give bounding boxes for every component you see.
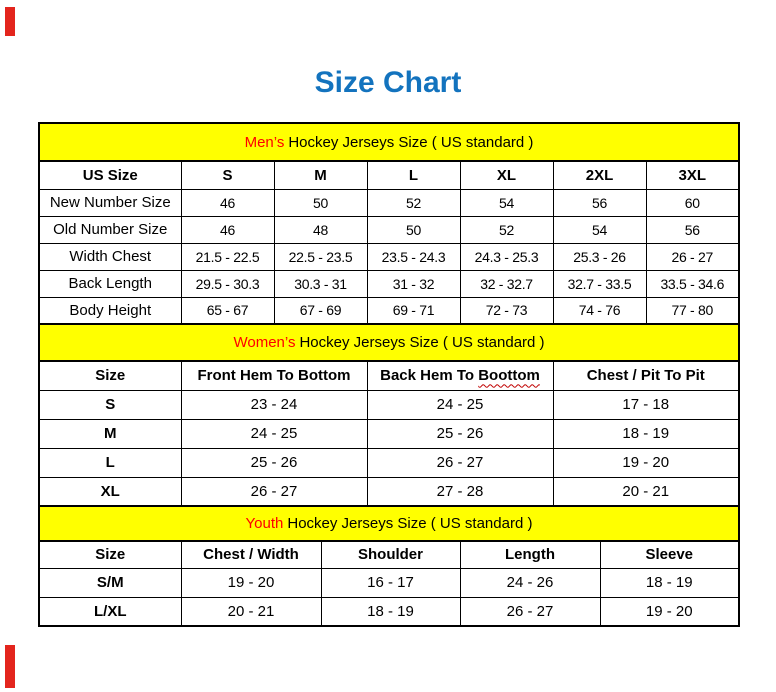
- youth-band-highlight: Youth: [245, 515, 284, 532]
- size-cell: 69 - 71: [367, 297, 460, 324]
- size-cell: 54: [553, 216, 646, 243]
- table-row: [39, 477, 739, 506]
- size-cell: 48: [274, 216, 367, 243]
- size-cell: 46: [181, 189, 274, 216]
- size-cell: 24 - 26: [460, 568, 600, 597]
- size-cell: 50: [367, 216, 460, 243]
- size-cell: 56: [646, 216, 739, 243]
- row-label: S/M: [39, 568, 181, 597]
- size-cell: 32 - 32.7: [460, 270, 553, 297]
- size-cell: 54: [460, 189, 553, 216]
- youth-size-table: [38, 505, 740, 627]
- size-cell: 20 - 21: [181, 597, 321, 626]
- column-header: Shoulder: [321, 541, 460, 568]
- size-cell: 33.5 - 34.6: [646, 270, 739, 297]
- size-cell: 23.5 - 24.3: [367, 243, 460, 270]
- red-edge-marker-bottom: [5, 645, 15, 688]
- table-row: [39, 216, 739, 243]
- row-label: New Number Size: [39, 189, 181, 216]
- size-cell: 18 - 19: [321, 597, 460, 626]
- column-header: XL: [460, 161, 553, 189]
- table-row: [39, 243, 739, 270]
- womens-band-title: [39, 324, 739, 361]
- size-cell: 26 - 27: [367, 448, 553, 477]
- youth-band-rest: Hockey Jerseys Size ( US standard ): [287, 515, 533, 532]
- size-cell: 24.3 - 25.3: [460, 243, 553, 270]
- column-header: L: [367, 161, 460, 189]
- row-label: Old Number Size: [39, 216, 181, 243]
- column-header: S: [181, 161, 274, 189]
- row-label: Back Length: [39, 270, 181, 297]
- row-label: L/XL: [39, 597, 181, 626]
- womens-header-row: [39, 361, 739, 390]
- column-header: Chest / Pit To Pit: [553, 361, 739, 390]
- column-header: Size: [39, 361, 181, 390]
- size-cell: 24 - 25: [181, 419, 367, 448]
- row-label: M: [39, 419, 181, 448]
- mens-band-rest: Hockey Jerseys Size ( US standard ): [288, 133, 534, 151]
- column-header: Size: [39, 541, 181, 568]
- size-cell: 72 - 73: [460, 297, 553, 324]
- row-label: S: [39, 390, 181, 419]
- youth-band-title: [39, 506, 739, 541]
- size-cell: 19 - 20: [553, 448, 739, 477]
- column-header: M: [274, 161, 367, 189]
- size-cell: 50: [274, 189, 367, 216]
- column-header: Sleeve: [600, 541, 739, 568]
- row-label: L: [39, 448, 181, 477]
- column-header: Chest / Width: [181, 541, 321, 568]
- mens-band-highlight: Men’s: [244, 133, 285, 151]
- table-row: [39, 419, 739, 448]
- table-row: [39, 297, 739, 324]
- column-header: Front Hem To Bottom: [181, 361, 367, 390]
- misspelled-word: Boottom: [478, 367, 540, 385]
- womens-band-rest: Hockey Jerseys Size ( US standard ): [299, 334, 545, 351]
- size-cell: 19 - 20: [181, 568, 321, 597]
- size-cell: 25.3 - 26: [553, 243, 646, 270]
- size-cell: 23 - 24: [181, 390, 367, 419]
- youth-section-band: [39, 506, 739, 541]
- size-cell: 25 - 26: [367, 419, 553, 448]
- column-header: 2XL: [553, 161, 646, 189]
- table-row: [39, 568, 739, 597]
- page-title: Size Chart: [314, 66, 462, 99]
- size-cell: 17 - 18: [553, 390, 739, 419]
- size-cell: 25 - 26: [181, 448, 367, 477]
- column-header: [367, 361, 553, 390]
- size-cell: 56: [553, 189, 646, 216]
- size-cell: 29.5 - 30.3: [181, 270, 274, 297]
- table-row: [39, 597, 739, 626]
- size-cell: 20 - 21: [553, 477, 739, 506]
- size-cell: 24 - 25: [367, 390, 553, 419]
- size-cell: 65 - 67: [181, 297, 274, 324]
- size-cell: 18 - 19: [553, 419, 739, 448]
- womens-band-highlight: Women’s: [233, 334, 296, 351]
- mens-header-row: [39, 161, 739, 189]
- size-cell: 26 - 27: [460, 597, 600, 626]
- youth-header-row: [39, 541, 739, 568]
- size-cell: 18 - 19: [600, 568, 739, 597]
- size-cell: 32.7 - 33.5: [553, 270, 646, 297]
- column-header-text: Back Hem To: [380, 367, 479, 385]
- size-cell: 74 - 76: [553, 297, 646, 324]
- size-cell: 67 - 69: [274, 297, 367, 324]
- size-cell: 26 - 27: [646, 243, 739, 270]
- row-label: Body Height: [39, 297, 181, 324]
- mens-size-table: [38, 122, 740, 325]
- row-label: XL: [39, 477, 181, 506]
- womens-size-table: [38, 323, 740, 507]
- womens-section-band: [39, 324, 739, 361]
- column-header: US Size: [39, 161, 181, 189]
- size-cell: 26 - 27: [181, 477, 367, 506]
- table-row: [39, 390, 739, 419]
- size-cell: 27 - 28: [367, 477, 553, 506]
- size-cell: 46: [181, 216, 274, 243]
- table-row: [39, 448, 739, 477]
- size-cell: 30.3 - 31: [274, 270, 367, 297]
- size-cell: 21.5 - 22.5: [181, 243, 274, 270]
- size-chart: [38, 122, 738, 627]
- size-cell: 31 - 32: [367, 270, 460, 297]
- red-edge-marker-top: [5, 7, 15, 36]
- size-cell: 77 - 80: [646, 297, 739, 324]
- size-cell: 52: [460, 216, 553, 243]
- table-row: [39, 270, 739, 297]
- mens-section-band: [39, 123, 739, 161]
- size-cell: 22.5 - 23.5: [274, 243, 367, 270]
- row-label: Width Chest: [39, 243, 181, 270]
- column-header: Length: [460, 541, 600, 568]
- size-cell: 16 - 17: [321, 568, 460, 597]
- column-header: 3XL: [646, 161, 739, 189]
- size-cell: 60: [646, 189, 739, 216]
- size-cell: 52: [367, 189, 460, 216]
- mens-band-title: [39, 123, 739, 161]
- table-row: [39, 189, 739, 216]
- size-cell: 19 - 20: [600, 597, 739, 626]
